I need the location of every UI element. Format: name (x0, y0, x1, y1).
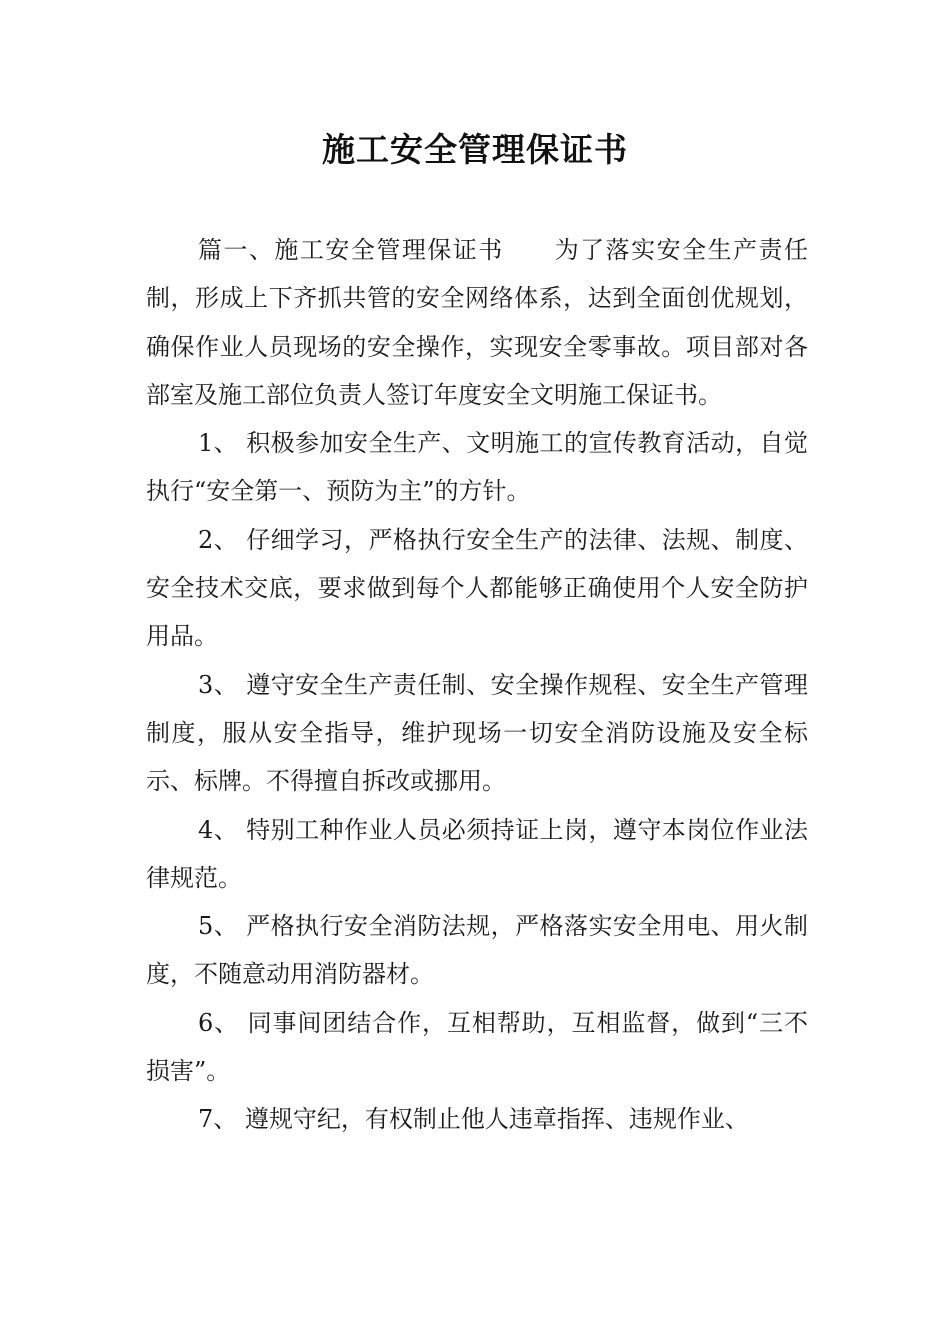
paragraph-item-3: 3、 遵守安全生产责任制、安全操作规程、安全生产管理制度，服从安全指导，维护现场一切安全消防设施及安全标示、标牌。不得擅自拆改或挪用。 (146, 670, 808, 796)
paragraph-item-4: 4、 特别工种作业人员必须持证上岗，遵守本岗位作业法律规范。 (146, 815, 808, 892)
document-title: 施工安全管理保证书 (322, 130, 628, 169)
paragraph-item-7: 7、 遵规守纪，有权制止他人违章指挥、违规作业、 (198, 1105, 749, 1134)
paragraph-item-5: 5、 严格执行安全消防法规，严格落实安全用电、用火制度，不随意动用消防器材。 (146, 912, 808, 989)
paragraph-item-1: 1、 积极参加安全生产、文明施工的宣传教育活动，自觉执行“安全第一、预防为主”的方针。 (146, 429, 808, 506)
paragraph-intro: 篇一、施工安全管理保证书 为了落实安全生产责任制，形成上下齐抓共管的安全网络体系，达到全面创优规划，确保作业人员现场的安全操作，实现安全零事故。项目部对各部室及施工部位负责人签订年度安全文明施工保证书。 (146, 236, 808, 409)
document-body (146, 226, 808, 1144)
paragraph-item-6: 6、 同事间团结合作，互相帮助，互相监督，做到“三不损害”。 (146, 1008, 808, 1086)
paragraph-item-2: 2、 仔细学习，严格执行安全生产的法律、法规、制度、安全技术交底，要求做到每个人都能够正确使用个人安全防护用品。 (146, 525, 808, 651)
